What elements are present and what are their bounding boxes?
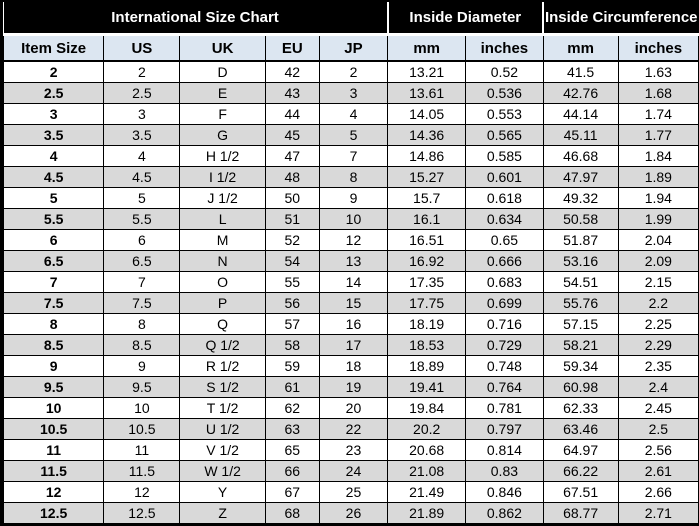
cell-diameter-mm: 14.86 bbox=[388, 146, 466, 167]
cell-eu: 51 bbox=[265, 209, 319, 230]
cell-us: 5.5 bbox=[104, 209, 180, 230]
cell-eu: 58 bbox=[265, 335, 319, 356]
cell-item-size: 3.5 bbox=[4, 125, 104, 146]
cell-diameter-mm: 15.7 bbox=[388, 188, 466, 209]
cell-circumference-inches: 1.99 bbox=[618, 209, 698, 230]
cell-diameter-mm: 13.21 bbox=[388, 61, 466, 83]
cell-item-size: 11 bbox=[4, 440, 104, 461]
cell-item-size: 2.5 bbox=[4, 83, 104, 104]
cell-circumference-inches: 1.94 bbox=[618, 188, 698, 209]
cell-jp: 9 bbox=[319, 188, 387, 209]
cell-jp: 16 bbox=[319, 314, 387, 335]
cell-item-size: 9 bbox=[4, 356, 104, 377]
cell-item-size: 10 bbox=[4, 398, 104, 419]
cell-jp: 7 bbox=[319, 146, 387, 167]
cell-us: 3 bbox=[104, 104, 180, 125]
cell-circumference-inches: 2.45 bbox=[618, 398, 698, 419]
table-row bbox=[4, 61, 699, 83]
group-header-international: International Size Chart bbox=[4, 2, 388, 35]
cell-eu: 44 bbox=[265, 104, 319, 125]
cell-circumference-inches: 2.5 bbox=[618, 419, 698, 440]
cell-diameter-inches: 0.65 bbox=[466, 230, 543, 251]
cell-uk: G bbox=[180, 125, 265, 146]
table-row bbox=[4, 230, 699, 251]
cell-item-size: 8.5 bbox=[4, 335, 104, 356]
cell-item-size: 2 bbox=[4, 61, 104, 83]
cell-circumference-mm: 58.21 bbox=[543, 335, 618, 356]
table-row bbox=[4, 272, 699, 293]
group-header-row bbox=[4, 2, 699, 35]
column-header-us: US bbox=[104, 35, 180, 62]
cell-uk: Y bbox=[180, 482, 265, 503]
cell-diameter-mm: 16.51 bbox=[388, 230, 466, 251]
cell-diameter-mm: 18.19 bbox=[388, 314, 466, 335]
cell-uk: E bbox=[180, 83, 265, 104]
table-row bbox=[4, 314, 699, 335]
cell-diameter-mm: 17.35 bbox=[388, 272, 466, 293]
cell-us: 4.5 bbox=[104, 167, 180, 188]
column-header-circumference-inches: inches bbox=[618, 35, 698, 62]
cell-eu: 56 bbox=[265, 293, 319, 314]
cell-circumference-mm: 60.98 bbox=[543, 377, 618, 398]
cell-circumference-inches: 2.4 bbox=[618, 377, 698, 398]
cell-us: 2 bbox=[104, 61, 180, 83]
cell-us: 2.5 bbox=[104, 83, 180, 104]
cell-circumference-inches: 2.2 bbox=[618, 293, 698, 314]
cell-eu: 62 bbox=[265, 398, 319, 419]
cell-diameter-mm: 14.05 bbox=[388, 104, 466, 125]
cell-item-size: 5.5 bbox=[4, 209, 104, 230]
cell-uk: R 1/2 bbox=[180, 356, 265, 377]
cell-jp: 14 bbox=[319, 272, 387, 293]
table-row bbox=[4, 293, 699, 314]
cell-circumference-inches: 2.29 bbox=[618, 335, 698, 356]
cell-item-size: 3 bbox=[4, 104, 104, 125]
cell-item-size: 8 bbox=[4, 314, 104, 335]
cell-diameter-inches: 0.618 bbox=[466, 188, 543, 209]
cell-diameter-inches: 0.846 bbox=[466, 482, 543, 503]
cell-jp: 13 bbox=[319, 251, 387, 272]
cell-item-size: 10.5 bbox=[4, 419, 104, 440]
cell-jp: 15 bbox=[319, 293, 387, 314]
cell-diameter-mm: 20.68 bbox=[388, 440, 466, 461]
cell-circumference-mm: 50.58 bbox=[543, 209, 618, 230]
cell-uk: W 1/2 bbox=[180, 461, 265, 482]
cell-diameter-mm: 16.92 bbox=[388, 251, 466, 272]
cell-eu: 61 bbox=[265, 377, 319, 398]
cell-diameter-mm: 16.1 bbox=[388, 209, 466, 230]
cell-jp: 2 bbox=[319, 61, 387, 83]
cell-diameter-mm: 19.84 bbox=[388, 398, 466, 419]
cell-eu: 68 bbox=[265, 503, 319, 524]
cell-us: 12 bbox=[104, 482, 180, 503]
cell-circumference-inches: 1.77 bbox=[618, 125, 698, 146]
table-row bbox=[4, 419, 699, 440]
cell-diameter-inches: 0.683 bbox=[466, 272, 543, 293]
cell-uk: Q bbox=[180, 314, 265, 335]
cell-us: 12.5 bbox=[104, 503, 180, 524]
cell-diameter-inches: 0.716 bbox=[466, 314, 543, 335]
cell-diameter-mm: 18.89 bbox=[388, 356, 466, 377]
cell-uk: P bbox=[180, 293, 265, 314]
cell-item-size: 6.5 bbox=[4, 251, 104, 272]
cell-item-size: 4 bbox=[4, 146, 104, 167]
cell-circumference-mm: 59.34 bbox=[543, 356, 618, 377]
size-table-body bbox=[4, 61, 699, 524]
cell-diameter-inches: 0.553 bbox=[466, 104, 543, 125]
cell-jp: 26 bbox=[319, 503, 387, 524]
table-row bbox=[4, 146, 699, 167]
cell-diameter-mm: 19.41 bbox=[388, 377, 466, 398]
cell-circumference-inches: 2.35 bbox=[618, 356, 698, 377]
cell-diameter-inches: 0.748 bbox=[466, 356, 543, 377]
cell-eu: 52 bbox=[265, 230, 319, 251]
cell-diameter-mm: 21.89 bbox=[388, 503, 466, 524]
cell-jp: 20 bbox=[319, 398, 387, 419]
table-row bbox=[4, 167, 699, 188]
cell-diameter-inches: 0.666 bbox=[466, 251, 543, 272]
cell-eu: 57 bbox=[265, 314, 319, 335]
cell-jp: 4 bbox=[319, 104, 387, 125]
cell-jp: 12 bbox=[319, 230, 387, 251]
cell-diameter-mm: 21.08 bbox=[388, 461, 466, 482]
cell-us: 9.5 bbox=[104, 377, 180, 398]
cell-circumference-inches: 1.89 bbox=[618, 167, 698, 188]
cell-uk: L bbox=[180, 209, 265, 230]
cell-item-size: 9.5 bbox=[4, 377, 104, 398]
cell-us: 4 bbox=[104, 146, 180, 167]
cell-circumference-mm: 44.14 bbox=[543, 104, 618, 125]
cell-circumference-mm: 49.32 bbox=[543, 188, 618, 209]
cell-circumference-mm: 64.97 bbox=[543, 440, 618, 461]
cell-uk: N bbox=[180, 251, 265, 272]
cell-diameter-inches: 0.585 bbox=[466, 146, 543, 167]
cell-jp: 3 bbox=[319, 83, 387, 104]
cell-jp: 19 bbox=[319, 377, 387, 398]
table-row bbox=[4, 356, 699, 377]
cell-us: 6.5 bbox=[104, 251, 180, 272]
cell-circumference-inches: 1.68 bbox=[618, 83, 698, 104]
cell-eu: 65 bbox=[265, 440, 319, 461]
group-header-inside-circumference: Inside Circumference bbox=[543, 2, 699, 35]
table-row bbox=[4, 440, 699, 461]
cell-item-size: 12 bbox=[4, 482, 104, 503]
group-header-inside-diameter: Inside Diameter bbox=[388, 2, 543, 35]
cell-us: 11 bbox=[104, 440, 180, 461]
cell-us: 9 bbox=[104, 356, 180, 377]
cell-diameter-mm: 17.75 bbox=[388, 293, 466, 314]
cell-circumference-mm: 45.11 bbox=[543, 125, 618, 146]
cell-diameter-mm: 18.53 bbox=[388, 335, 466, 356]
cell-circumference-inches: 1.74 bbox=[618, 104, 698, 125]
cell-uk: H 1/2 bbox=[180, 146, 265, 167]
cell-diameter-inches: 0.699 bbox=[466, 293, 543, 314]
cell-uk: F bbox=[180, 104, 265, 125]
table-row bbox=[4, 377, 699, 398]
cell-jp: 22 bbox=[319, 419, 387, 440]
cell-us: 8 bbox=[104, 314, 180, 335]
cell-eu: 47 bbox=[265, 146, 319, 167]
cell-item-size: 6 bbox=[4, 230, 104, 251]
cell-jp: 24 bbox=[319, 461, 387, 482]
table-row bbox=[4, 398, 699, 419]
column-header-diameter-mm: mm bbox=[388, 35, 466, 62]
cell-jp: 18 bbox=[319, 356, 387, 377]
column-header-uk: UK bbox=[180, 35, 265, 62]
cell-eu: 48 bbox=[265, 167, 319, 188]
cell-circumference-inches: 2.71 bbox=[618, 503, 698, 524]
cell-us: 3.5 bbox=[104, 125, 180, 146]
cell-diameter-inches: 0.52 bbox=[466, 61, 543, 83]
cell-diameter-inches: 0.764 bbox=[466, 377, 543, 398]
table-row bbox=[4, 83, 699, 104]
cell-us: 5 bbox=[104, 188, 180, 209]
cell-uk: I 1/2 bbox=[180, 167, 265, 188]
column-header-circumference-mm: mm bbox=[543, 35, 618, 62]
cell-eu: 42 bbox=[265, 61, 319, 83]
cell-uk: Z bbox=[180, 503, 265, 524]
cell-circumference-mm: 57.15 bbox=[543, 314, 618, 335]
cell-uk: S 1/2 bbox=[180, 377, 265, 398]
cell-circumference-inches: 1.84 bbox=[618, 146, 698, 167]
cell-circumference-mm: 63.46 bbox=[543, 419, 618, 440]
cell-diameter-mm: 15.27 bbox=[388, 167, 466, 188]
cell-us: 10.5 bbox=[104, 419, 180, 440]
cell-us: 11.5 bbox=[104, 461, 180, 482]
cell-diameter-mm: 13.61 bbox=[388, 83, 466, 104]
cell-item-size: 5 bbox=[4, 188, 104, 209]
column-header-eu: EU bbox=[265, 35, 319, 62]
cell-circumference-mm: 68.77 bbox=[543, 503, 618, 524]
cell-circumference-inches: 2.15 bbox=[618, 272, 698, 293]
cell-circumference-mm: 46.68 bbox=[543, 146, 618, 167]
cell-item-size: 7.5 bbox=[4, 293, 104, 314]
column-header-item-size: Item Size bbox=[4, 35, 104, 62]
table-row bbox=[4, 209, 699, 230]
cell-diameter-inches: 0.601 bbox=[466, 167, 543, 188]
cell-circumference-mm: 42.76 bbox=[543, 83, 618, 104]
table-row bbox=[4, 503, 699, 524]
table-row bbox=[4, 251, 699, 272]
cell-us: 8.5 bbox=[104, 335, 180, 356]
table-row bbox=[4, 335, 699, 356]
cell-uk: T 1/2 bbox=[180, 398, 265, 419]
cell-diameter-inches: 0.729 bbox=[466, 335, 543, 356]
cell-circumference-mm: 41.5 bbox=[543, 61, 618, 83]
column-header-jp: JP bbox=[319, 35, 387, 62]
cell-diameter-mm: 14.36 bbox=[388, 125, 466, 146]
cell-uk: M bbox=[180, 230, 265, 251]
cell-diameter-inches: 0.797 bbox=[466, 419, 543, 440]
cell-circumference-inches: 2.61 bbox=[618, 461, 698, 482]
cell-item-size: 7 bbox=[4, 272, 104, 293]
cell-diameter-inches: 0.814 bbox=[466, 440, 543, 461]
table-row bbox=[4, 188, 699, 209]
cell-jp: 17 bbox=[319, 335, 387, 356]
cell-circumference-mm: 51.87 bbox=[543, 230, 618, 251]
cell-eu: 43 bbox=[265, 83, 319, 104]
cell-diameter-inches: 0.781 bbox=[466, 398, 543, 419]
cell-diameter-inches: 0.565 bbox=[466, 125, 543, 146]
table-row bbox=[4, 104, 699, 125]
cell-circumference-inches: 2.56 bbox=[618, 440, 698, 461]
table-row bbox=[4, 461, 699, 482]
table-row bbox=[4, 125, 699, 146]
cell-jp: 10 bbox=[319, 209, 387, 230]
cell-uk: D bbox=[180, 61, 265, 83]
cell-uk: J 1/2 bbox=[180, 188, 265, 209]
cell-circumference-mm: 67.51 bbox=[543, 482, 618, 503]
cell-eu: 66 bbox=[265, 461, 319, 482]
cell-circumference-inches: 2.09 bbox=[618, 251, 698, 272]
cell-circumference-inches: 2.04 bbox=[618, 230, 698, 251]
column-header-diameter-inches: inches bbox=[466, 35, 543, 62]
cell-eu: 54 bbox=[265, 251, 319, 272]
cell-jp: 8 bbox=[319, 167, 387, 188]
cell-circumference-mm: 53.16 bbox=[543, 251, 618, 272]
cell-circumference-inches: 1.63 bbox=[618, 61, 698, 83]
cell-diameter-inches: 0.862 bbox=[466, 503, 543, 524]
cell-circumference-mm: 62.33 bbox=[543, 398, 618, 419]
cell-us: 6 bbox=[104, 230, 180, 251]
cell-us: 7.5 bbox=[104, 293, 180, 314]
cell-eu: 55 bbox=[265, 272, 319, 293]
cell-eu: 63 bbox=[265, 419, 319, 440]
cell-circumference-inches: 2.25 bbox=[618, 314, 698, 335]
cell-jp: 23 bbox=[319, 440, 387, 461]
cell-eu: 50 bbox=[265, 188, 319, 209]
cell-diameter-inches: 0.634 bbox=[466, 209, 543, 230]
size-chart-table bbox=[3, 2, 699, 524]
column-header-row bbox=[4, 35, 699, 62]
cell-us: 10 bbox=[104, 398, 180, 419]
cell-item-size: 12.5 bbox=[4, 503, 104, 524]
cell-circumference-inches: 2.66 bbox=[618, 482, 698, 503]
cell-uk: V 1/2 bbox=[180, 440, 265, 461]
cell-us: 7 bbox=[104, 272, 180, 293]
cell-diameter-mm: 21.49 bbox=[388, 482, 466, 503]
cell-circumference-mm: 54.51 bbox=[543, 272, 618, 293]
cell-eu: 45 bbox=[265, 125, 319, 146]
cell-circumference-mm: 66.22 bbox=[543, 461, 618, 482]
cell-eu: 59 bbox=[265, 356, 319, 377]
cell-diameter-mm: 20.2 bbox=[388, 419, 466, 440]
cell-uk: O bbox=[180, 272, 265, 293]
cell-circumference-mm: 47.97 bbox=[543, 167, 618, 188]
cell-jp: 25 bbox=[319, 482, 387, 503]
table-row bbox=[4, 482, 699, 503]
cell-item-size: 11.5 bbox=[4, 461, 104, 482]
cell-diameter-inches: 0.83 bbox=[466, 461, 543, 482]
cell-uk: Q 1/2 bbox=[180, 335, 265, 356]
cell-item-size: 4.5 bbox=[4, 167, 104, 188]
cell-eu: 67 bbox=[265, 482, 319, 503]
cell-circumference-mm: 55.76 bbox=[543, 293, 618, 314]
cell-jp: 5 bbox=[319, 125, 387, 146]
cell-uk: U 1/2 bbox=[180, 419, 265, 440]
cell-diameter-inches: 0.536 bbox=[466, 83, 543, 104]
